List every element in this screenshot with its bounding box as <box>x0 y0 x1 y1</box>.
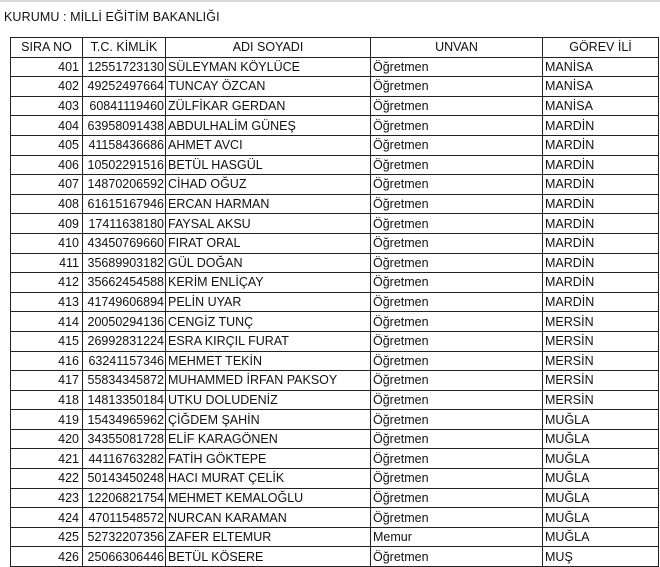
cell-adi-soyadi: ÇİĞDEM ŞAHİN <box>166 410 371 430</box>
cell-tc-kimlik: 26992831224 <box>83 331 166 351</box>
cell-adi-soyadi: PELİN UYAR <box>166 292 371 312</box>
cell-sira-no: 413 <box>11 292 83 312</box>
cell-gorev-ili: MARDİN <box>543 175 659 195</box>
cell-sira-no: 420 <box>11 429 83 449</box>
cell-tc-kimlik: 35662454588 <box>83 273 166 293</box>
table-row <box>11 351 659 371</box>
cell-sira-no: 422 <box>11 469 83 489</box>
cell-sira-no: 411 <box>11 253 83 273</box>
cell-gorev-ili: MERSİN <box>543 312 659 332</box>
cell-sira-no: 424 <box>11 508 83 528</box>
cell-sira-no: 409 <box>11 214 83 234</box>
cell-gorev-ili: MARDİN <box>543 292 659 312</box>
table-row <box>11 429 659 449</box>
cell-tc-kimlik: 20050294136 <box>83 312 166 332</box>
cell-unvan: Öğretmen <box>371 351 543 371</box>
cell-gorev-ili: MARDİN <box>543 233 659 253</box>
cell-adi-soyadi: CİHAD OĞUZ <box>166 175 371 195</box>
cell-unvan: Öğretmen <box>371 449 543 469</box>
table-row <box>11 96 659 116</box>
cell-unvan: Öğretmen <box>371 253 543 273</box>
cell-unvan: Öğretmen <box>371 488 543 508</box>
cell-unvan: Öğretmen <box>371 57 543 77</box>
cell-tc-kimlik: 52732207356 <box>83 527 166 547</box>
cell-unvan: Öğretmen <box>371 233 543 253</box>
cell-gorev-ili: MUĞLA <box>543 410 659 430</box>
cell-tc-kimlik: 10502291516 <box>83 155 166 175</box>
table-header-row <box>11 38 659 58</box>
cell-gorev-ili: MARDİN <box>543 194 659 214</box>
table-row <box>11 77 659 97</box>
table-body <box>11 57 659 566</box>
table-row <box>11 175 659 195</box>
cell-gorev-ili: MUĞLA <box>543 449 659 469</box>
cell-adi-soyadi: FATİH GÖKTEPE <box>166 449 371 469</box>
cell-tc-kimlik: 41749606894 <box>83 292 166 312</box>
cell-sira-no: 405 <box>11 135 83 155</box>
cell-gorev-ili: MARDİN <box>543 116 659 136</box>
cell-tc-kimlik: 63958091438 <box>83 116 166 136</box>
cell-adi-soyadi: ELİF KARAGÖNEN <box>166 429 371 449</box>
cell-sira-no: 426 <box>11 547 83 567</box>
cell-sira-no: 417 <box>11 371 83 391</box>
cell-adi-soyadi: KERİM ENLİÇAY <box>166 273 371 293</box>
cell-adi-soyadi: MUHAMMED İRFAN PAKSOY <box>166 371 371 391</box>
cell-tc-kimlik: 17411638180 <box>83 214 166 234</box>
cell-gorev-ili: MANİSA <box>543 77 659 97</box>
cell-gorev-ili: MERSİN <box>543 331 659 351</box>
cell-adi-soyadi: AHMET AVCI <box>166 135 371 155</box>
table-row <box>11 253 659 273</box>
cell-tc-kimlik: 12206821754 <box>83 488 166 508</box>
cell-sira-no: 402 <box>11 77 83 97</box>
cell-sira-no: 415 <box>11 331 83 351</box>
cell-gorev-ili: MUĞLA <box>543 527 659 547</box>
cell-tc-kimlik: 43450769660 <box>83 233 166 253</box>
cell-unvan: Öğretmen <box>371 214 543 234</box>
cell-unvan: Öğretmen <box>371 312 543 332</box>
cell-tc-kimlik: 55834345872 <box>83 371 166 391</box>
table-row <box>11 57 659 77</box>
personnel-table <box>10 37 659 567</box>
cell-gorev-ili: MARDİN <box>543 273 659 293</box>
cell-gorev-ili: MUĞLA <box>543 469 659 489</box>
cell-gorev-ili: MUĞLA <box>543 429 659 449</box>
cell-unvan: Öğretmen <box>371 135 543 155</box>
cell-adi-soyadi: ZAFER ELTEMUR <box>166 527 371 547</box>
cell-tc-kimlik: 47011548572 <box>83 508 166 528</box>
cell-adi-soyadi: FAYSAL AKSU <box>166 214 371 234</box>
cell-gorev-ili: MARDİN <box>543 135 659 155</box>
cell-sira-no: 412 <box>11 273 83 293</box>
cell-adi-soyadi: TUNCAY ÖZCAN <box>166 77 371 97</box>
cell-adi-soyadi: BETÜL KÖSERE <box>166 547 371 567</box>
cell-unvan: Öğretmen <box>371 371 543 391</box>
cell-adi-soyadi: UTKU DOLUDENİZ <box>166 390 371 410</box>
table-row <box>11 371 659 391</box>
table-row <box>11 331 659 351</box>
column-header-adi-soyadi: ADI SOYADI <box>166 38 371 58</box>
cell-unvan: Öğretmen <box>371 175 543 195</box>
table-row <box>11 292 659 312</box>
cell-unvan: Öğretmen <box>371 390 543 410</box>
cell-gorev-ili: MERSİN <box>543 351 659 371</box>
cell-tc-kimlik: 12551723130 <box>83 57 166 77</box>
cell-unvan: Öğretmen <box>371 547 543 567</box>
table-row <box>11 469 659 489</box>
cell-adi-soyadi: MEHMET TEKİN <box>166 351 371 371</box>
cell-unvan: Öğretmen <box>371 429 543 449</box>
table-row <box>11 233 659 253</box>
cell-adi-soyadi: GÜL DOĞAN <box>166 253 371 273</box>
cell-sira-no: 410 <box>11 233 83 253</box>
cell-sira-no: 419 <box>11 410 83 430</box>
cell-adi-soyadi: HACI MURAT ÇELİK <box>166 469 371 489</box>
cell-unvan: Öğretmen <box>371 292 543 312</box>
cell-tc-kimlik: 14870206592 <box>83 175 166 195</box>
cell-gorev-ili: MARDİN <box>543 253 659 273</box>
cell-tc-kimlik: 41158436686 <box>83 135 166 155</box>
table-row <box>11 390 659 410</box>
cell-sira-no: 404 <box>11 116 83 136</box>
cell-tc-kimlik: 61615167946 <box>83 194 166 214</box>
table-row <box>11 155 659 175</box>
cell-tc-kimlik: 25066306446 <box>83 547 166 567</box>
column-header-tc-kimlik: T.C. KİMLİK <box>83 38 166 58</box>
cell-adi-soyadi: CENGİZ TUNÇ <box>166 312 371 332</box>
cell-tc-kimlik: 50143450248 <box>83 469 166 489</box>
table-row <box>11 194 659 214</box>
cell-adi-soyadi: ABDULHALİM GÜNEŞ <box>166 116 371 136</box>
table-row <box>11 547 659 567</box>
cell-unvan: Öğretmen <box>371 469 543 489</box>
table-row <box>11 488 659 508</box>
table-row <box>11 214 659 234</box>
cell-tc-kimlik: 14813350184 <box>83 390 166 410</box>
cell-unvan: Öğretmen <box>371 273 543 293</box>
cell-tc-kimlik: 63241157346 <box>83 351 166 371</box>
cell-sira-no: 418 <box>11 390 83 410</box>
cell-tc-kimlik: 44116763282 <box>83 449 166 469</box>
column-header-unvan: UNVAN <box>371 38 543 58</box>
cell-unvan: Öğretmen <box>371 508 543 528</box>
table-row <box>11 312 659 332</box>
cell-adi-soyadi: MEHMET KEMALOĞLU <box>166 488 371 508</box>
cell-unvan: Öğretmen <box>371 96 543 116</box>
cell-sira-no: 408 <box>11 194 83 214</box>
cell-adi-soyadi: ZÜLFİKAR GERDAN <box>166 96 371 116</box>
cell-unvan: Öğretmen <box>371 331 543 351</box>
institution-heading: KURUMU : MİLLİ EĞİTİM BAKANLIĞI <box>4 10 220 24</box>
table-row <box>11 449 659 469</box>
cell-sira-no: 421 <box>11 449 83 469</box>
table-row <box>11 410 659 430</box>
cell-sira-no: 403 <box>11 96 83 116</box>
cell-gorev-ili: MUĞLA <box>543 488 659 508</box>
column-header-gorev-ili: GÖREV İLİ <box>543 38 659 58</box>
cell-adi-soyadi: SÜLEYMAN KÖYLÜCE <box>166 57 371 77</box>
cell-gorev-ili: MARDİN <box>543 214 659 234</box>
cell-gorev-ili: MERSİN <box>543 371 659 391</box>
cell-sira-no: 406 <box>11 155 83 175</box>
cell-unvan: Öğretmen <box>371 194 543 214</box>
table-row <box>11 273 659 293</box>
cell-adi-soyadi: FIRAT ORAL <box>166 233 371 253</box>
cell-gorev-ili: MUĞLA <box>543 508 659 528</box>
cell-adi-soyadi: NURCAN KARAMAN <box>166 508 371 528</box>
cell-unvan: Öğretmen <box>371 77 543 97</box>
cell-unvan: Öğretmen <box>371 155 543 175</box>
table-row <box>11 135 659 155</box>
cell-sira-no: 425 <box>11 527 83 547</box>
cell-unvan: Memur <box>371 527 543 547</box>
cell-gorev-ili: MARDİN <box>543 155 659 175</box>
cell-sira-no: 401 <box>11 57 83 77</box>
cell-tc-kimlik: 15434965962 <box>83 410 166 430</box>
cell-unvan: Öğretmen <box>371 410 543 430</box>
table-row <box>11 508 659 528</box>
cell-sira-no: 423 <box>11 488 83 508</box>
cell-sira-no: 414 <box>11 312 83 332</box>
cell-unvan: Öğretmen <box>371 116 543 136</box>
cell-gorev-ili: MUŞ <box>543 547 659 567</box>
cell-gorev-ili: MERSİN <box>543 390 659 410</box>
cell-adi-soyadi: ERCAN HARMAN <box>166 194 371 214</box>
table-row <box>11 116 659 136</box>
table-row <box>11 527 659 547</box>
cell-gorev-ili: MANİSA <box>543 96 659 116</box>
top-border <box>0 0 660 2</box>
cell-adi-soyadi: BETÜL HASGÜL <box>166 155 371 175</box>
cell-tc-kimlik: 60841119460 <box>83 96 166 116</box>
cell-adi-soyadi: ESRA KIRÇIL FURAT <box>166 331 371 351</box>
cell-sira-no: 416 <box>11 351 83 371</box>
column-header-sira-no: SIRA NO <box>11 38 83 58</box>
cell-sira-no: 407 <box>11 175 83 195</box>
cell-gorev-ili: MANİSA <box>543 57 659 77</box>
cell-tc-kimlik: 49252497664 <box>83 77 166 97</box>
cell-tc-kimlik: 35689903182 <box>83 253 166 273</box>
cell-tc-kimlik: 34355081728 <box>83 429 166 449</box>
